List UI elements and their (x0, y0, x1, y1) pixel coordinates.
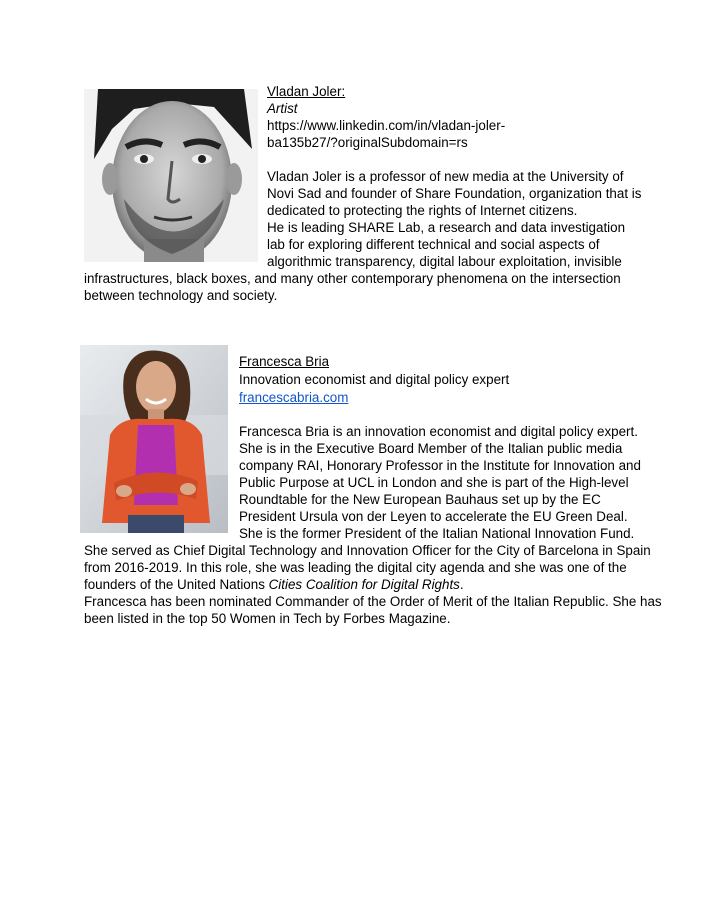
bio-line: Roundtable for the New European Bauhaus set up by the EC (239, 492, 601, 507)
bio-line: lab for exploring different technical and social aspects of (267, 237, 600, 252)
bio-line: Public Purpose at UCL in London and she is part of the High-level (239, 475, 629, 490)
coalition-name: Cities Coalition for Digital Rights (268, 577, 460, 592)
vladan-joler-portrait (84, 89, 258, 262)
bio-line: company RAI, Honorary Professor in the Institute for Innovation and (239, 458, 641, 473)
bio-line: algorithmic transparency, digital labour exploitation, invisible (267, 254, 622, 269)
profile-role: Innovation economist and digital policy expert (239, 372, 510, 387)
profile-role: Artist (267, 101, 298, 116)
profile-website-link[interactable]: francescabria.com (239, 390, 349, 405)
bio-line: She is in the Executive Board Member of the Italian public media (239, 441, 623, 456)
francesca-bria-portrait (80, 345, 228, 533)
bio-line: Francesca Bria is an innovation economist and digital policy expert. (239, 424, 638, 439)
bio-line: She is the former President of the Italian National Innovation Fund. (239, 526, 635, 541)
bio-line (84, 576, 464, 593)
profile-name: Vladan Joler: (267, 84, 346, 99)
bio-line: dedicated to protecting the rights of Internet citizens. (267, 203, 578, 218)
profile-url-line: ba135b27/?originalSubdomain=rs (267, 135, 468, 150)
profile-url-line: https://www.linkedin.com/in/vladan-joler- (267, 118, 506, 133)
bio-line: between technology and society. (84, 288, 278, 303)
bio-line: been listed in the top 50 Women in Tech by Forbes Magazine. (84, 611, 451, 626)
profile-name: Francesca Bria (239, 354, 330, 369)
bio-line: She served as Chief Digital Technology and Innovation Officer for the City of Barcelona in Spain (84, 543, 651, 558)
bio-line: President Ursula von der Leyen to accelerate the EU Green Deal. (239, 509, 628, 524)
bio-line: from 2016-2019. In this role, she was leading the digital city agenda and she was one of the (84, 560, 627, 575)
bio-line: He is leading SHARE Lab, a research and data investigation (267, 220, 626, 235)
bio-text: founders of the United Nations (84, 577, 269, 592)
bio-line: Vladan Joler is a professor of new media at the University of (267, 169, 624, 184)
bio-text: . (459, 577, 464, 592)
bio-line: Francesca has been nominated Commander of the Order of Merit of the Italian Republic. She has (84, 594, 662, 609)
bio-line: infrastructures, black boxes, and many other contemporary phenomena on the intersection (84, 271, 621, 286)
bio-line: Novi Sad and founder of Share Foundation, organization that is (267, 186, 642, 201)
